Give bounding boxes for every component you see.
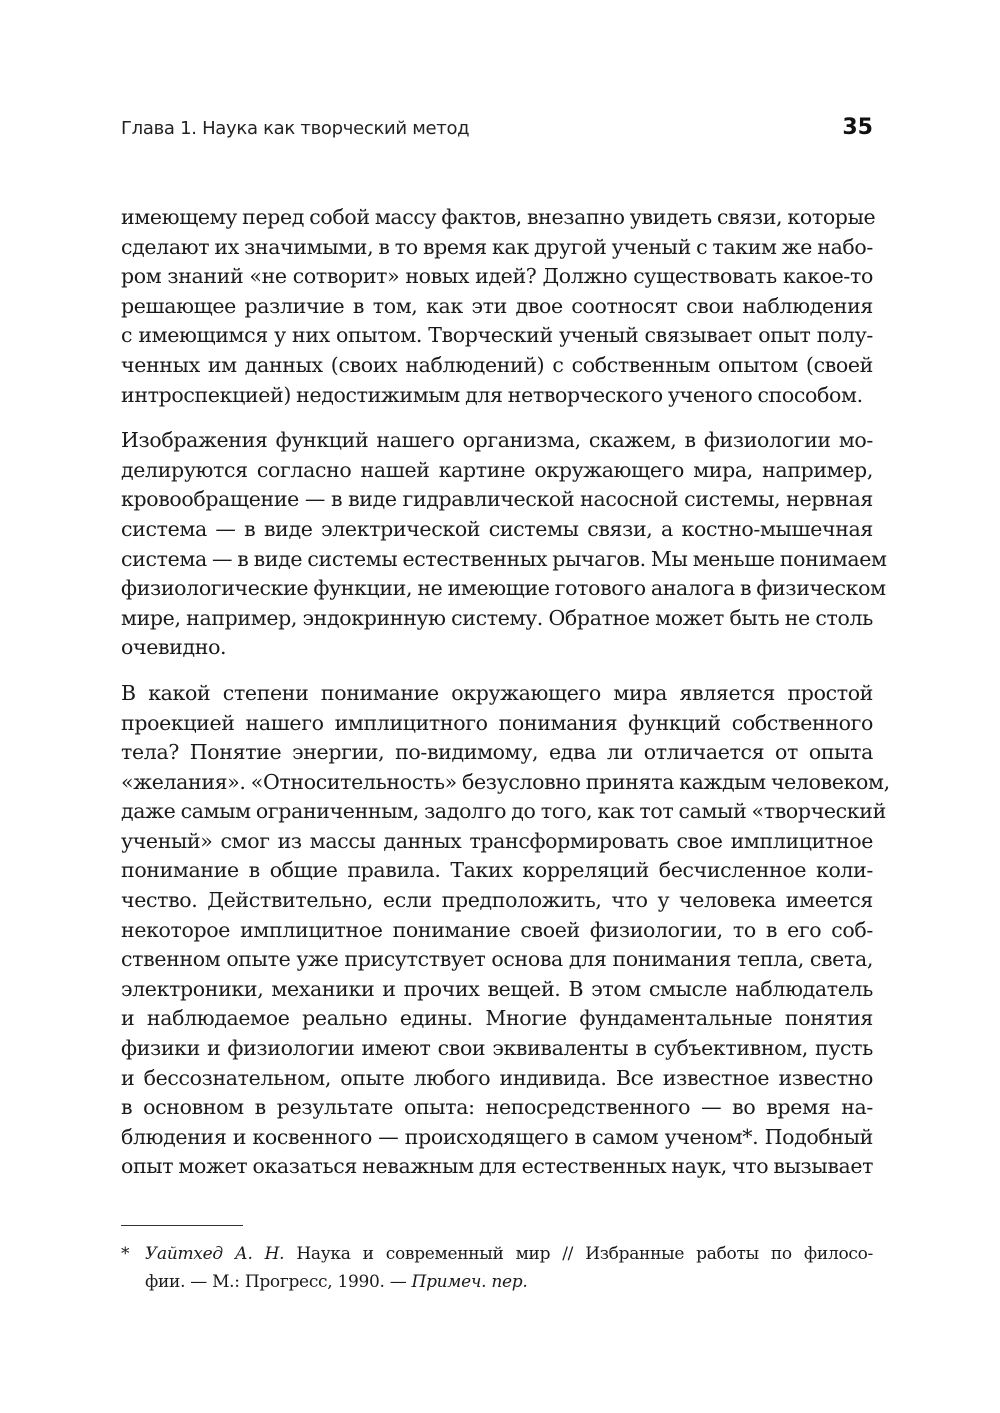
text-line: система — в виде системы естественных рычагов. Мы меньше понимаем <box>121 546 887 571</box>
text-line: блюдения и косвенного — происходящего в самом ученом*. Подобный <box>121 1124 873 1149</box>
footnote-publisher: фии. — М.: Прогресс, 1990. — <box>145 1272 412 1292</box>
body-text <box>121 203 890 1198</box>
footnote-marker: * <box>121 1244 130 1264</box>
text-line: даже самым ограниченным, задолго до того, как тот самый «творческий <box>121 799 886 824</box>
text-line: тела? Понятие энергии, по-видимому, едва ли отличается от опыта <box>121 740 873 765</box>
text-line: чество. Действительно, если предположить, что у человека имеется <box>121 888 873 913</box>
text-line: ром знаний «не сотворит» новых идей? Должно существовать какое-то <box>121 264 873 289</box>
text-line: с имеющимся у них опытом. Творческий ученый связывает опыт полу- <box>121 323 873 348</box>
footnote-author: Уайтхед А. Н. <box>145 1244 285 1264</box>
paragraph <box>121 426 887 663</box>
footnote-line <box>145 1268 873 1296</box>
text-line: сделают их значимыми, в то время как другой ученый с таким же набо- <box>121 234 873 259</box>
text-line: мире, например, эндокринную систему. Обратное может быть не столь <box>121 605 873 630</box>
text-line: решающее различие в том, как эти двое соотносят свои наблюдения <box>121 293 873 318</box>
text-line: ственном опыте уже присутствует основа для понимания тепла, света, <box>121 947 873 972</box>
text-line: «желания». «Относительность» безусловно принята каждым человеком, <box>121 769 890 794</box>
text-line: Изображения функций нашего организма, скажем, в физиологии мо- <box>121 428 873 453</box>
text-line: в основном в результате опыта: непосредственного — во время на- <box>121 1095 873 1120</box>
text-line: электроники, механики и прочих вещей. В этом смысле наблюдатель <box>121 976 873 1001</box>
footnote <box>121 1240 873 1296</box>
text-line: опыт может оказаться неважным для естественных наук, что вызывает <box>121 1154 874 1179</box>
text-line: проекцией нашего имплицитного понимания функций собственного <box>121 710 873 735</box>
page-number: 35 <box>842 115 873 140</box>
text-line: кровообращение — в виде гидравлической насосной системы, нервная <box>121 487 873 512</box>
text-line: понимание в общие правила. Таких корреляций бесчисленное коли- <box>121 858 873 883</box>
footnote-line <box>145 1240 873 1268</box>
paragraph <box>121 679 890 1182</box>
paragraph <box>121 203 876 410</box>
text-line: и бессознательном, опыте любого индивида. Все известное известно <box>121 1065 873 1090</box>
page-header <box>121 115 873 148</box>
text-line: интроспекцией) недостижимым для нетворческого ученого способом. <box>121 382 863 407</box>
text-line: очевидно. <box>121 635 227 660</box>
text-line: физики и физиологии имеют свои эквиваленты в субъективном, пусть <box>121 1036 873 1061</box>
footnote-note: Примеч. пер. <box>411 1272 528 1292</box>
text-line: система — в виде электрической системы связи, а костно-мышечная <box>121 516 873 541</box>
footnote-citation: Наука и современный мир // Избранные работы по филосо- <box>284 1244 873 1264</box>
text-line: В какой степени понимание окружающего мира является простой <box>121 680 873 705</box>
text-line: ученый» смог из массы данных трансформировать свое имплицитное <box>121 828 873 853</box>
footnote-divider <box>121 1225 243 1226</box>
text-line: и наблюдаемое реально едины. Многие фундаментальные понятия <box>121 1006 873 1031</box>
text-line: ченных им данных (своих наблюдений) с собственным опытом (своей <box>121 352 873 377</box>
text-line: физиологические функции, не имеющие готового аналога в физическом <box>121 576 886 601</box>
footnote-body <box>145 1240 873 1296</box>
running-head: Глава 1. Наука как творческий метод <box>121 118 470 139</box>
text-line: имеющему перед собой массу фактов, внезапно увидеть связи, которые <box>121 205 876 229</box>
text-line: делируются согласно нашей картине окружающего мира, например, <box>121 457 873 482</box>
text-line: некоторое имплицитное понимание своей физиологии, то в его соб- <box>121 917 873 942</box>
